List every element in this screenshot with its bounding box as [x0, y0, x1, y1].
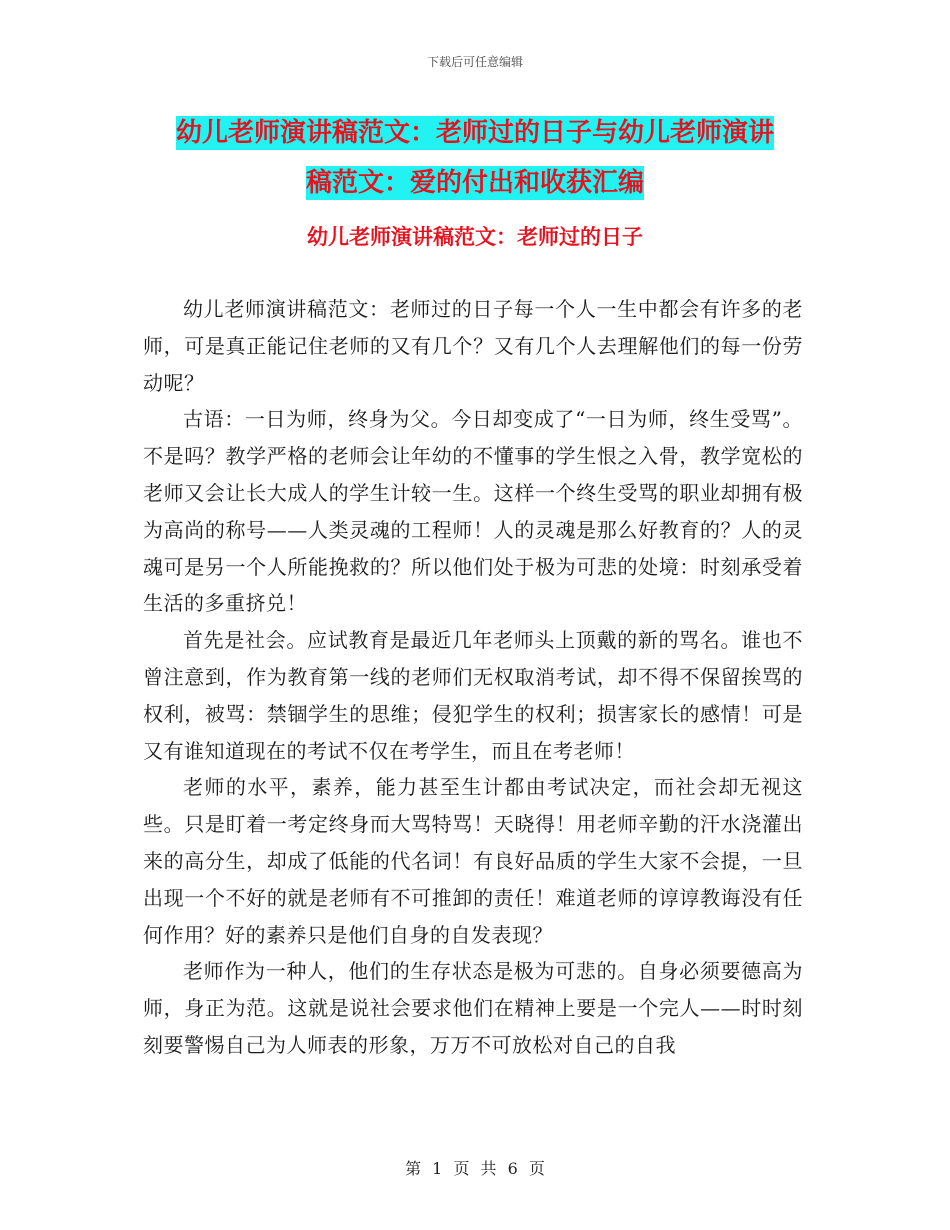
- document-title-line-1: 幼儿老师演讲稿范文：老师过的日子与幼儿老师演讲: [175, 118, 774, 148]
- header-note: 下载后可任意编辑: [426, 55, 523, 69]
- paragraph: 古语：一日为师，终身为父。今日却变成了“一日为师，终生受骂”。不是吗？教学严格的老师会让年幼的不懂事的学生恨之入骨，教学宽松的老师又会让长大成人的学生计较一生。这样一个终生受骂的职业却拥有极为高尚的称号——人类灵魂的工程师！人的灵魂是那么好教育的？人的灵魂可是另一个人所能挽救的？所以他们处于极为可悲的处境：时刻承受着生活的多重挤兑！: [143, 407, 803, 616]
- paragraph: 老师作为一种人，他们的生存状态是极为可悲的。自身必须要德高为师，身正为范。这就是说社会要求他们在精神上要是一个完人——时时刻刻要警惕自己为人师表的形象，万万不可放松对自己的自我: [143, 959, 803, 1057]
- paragraph: 幼儿老师演讲稿范文：老师过的日子每一个人一生中都会有许多的老师，可是真正能记住老师的又有几个？又有几个人去理解他们的每一份劳动呢？: [143, 297, 803, 395]
- body-text: [143, 291, 803, 1064]
- page-number: 第 1 页 共 6 页: [405, 1159, 545, 1178]
- document-title: [140, 108, 810, 208]
- document-title-line-2: 稿范文：爱的付出和收获汇编: [305, 168, 644, 198]
- paragraph: 老师的水平，素养，能力甚至生计都由考试决定，而社会却无视这些。只是盯着一考定终身而大骂特骂！天晓得！用老师辛勤的汗水浇灌出来的高分生，却成了低能的代名词！有良好品质的学生大家不会提，一旦出现一个不好的就是老师有不可推卸的责任！难道老师的谆谆教诲没有任何作用？好的素养只是他们自身的自发表现？: [143, 775, 803, 947]
- section-title: 幼儿老师演讲稿范文：老师过的日子: [307, 225, 643, 249]
- paragraph: 首先是社会。应试教育是最近几年老师头上顶戴的新的骂名。谁也不曾注意到，作为教育第一线的老师们无权取消考试，却不得不保留挨骂的权利，被骂：禁锢学生的思维；侵犯学生的权利；损害家长的感情！可是又有谁知道现在的考试不仅在考学生，而且在考老师！: [143, 628, 803, 763]
